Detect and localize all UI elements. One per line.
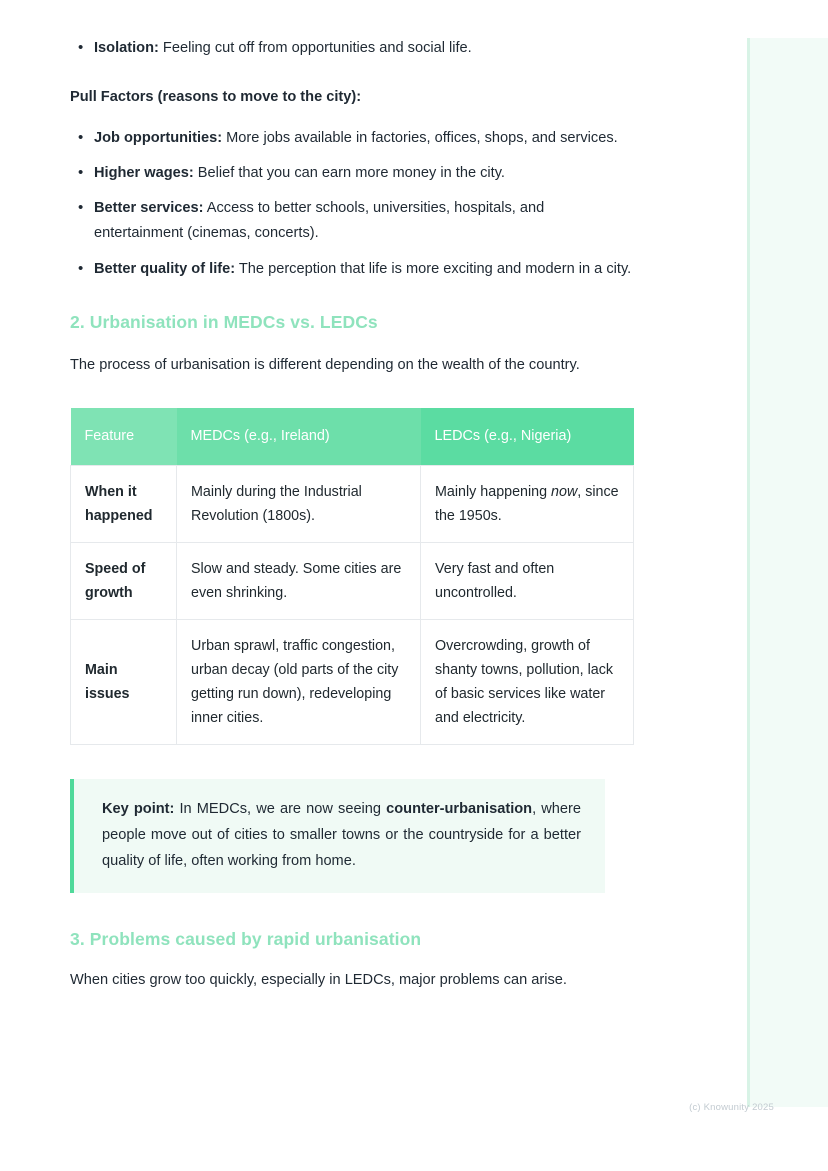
key-point-text-after: , where people move out of cities to smaller towns or the countryside for a better quality of life, often working from home. — [102, 800, 581, 869]
table-cell-feature: Speed of growth — [71, 542, 177, 619]
section-heading-2: 2. Urbanisation in MEDCs vs. LEDCs — [70, 311, 378, 332]
table-cell-ledc: Overcrowding, growth of shanty towns, pollution, lack of basic services like water and electricity. — [421, 619, 634, 744]
table-cell-feature: When it happened — [71, 465, 177, 542]
document-content — [70, 36, 634, 993]
table-cell-ledc — [421, 465, 634, 542]
list-item-lead: Job opportunities: — [94, 130, 223, 147]
list-item — [70, 196, 634, 246]
list-item — [70, 36, 634, 61]
list-item-text: More jobs available in factories, offices, shops, and services. — [222, 130, 618, 147]
list-item-lead: Isolation: — [94, 40, 159, 56]
key-point-text-before: In MEDCs, we are now seeing — [174, 800, 387, 817]
copyright-notice: (c) Knowunity 2025 — [689, 1102, 774, 1113]
table-row — [71, 465, 634, 542]
push-factors-list — [70, 36, 634, 61]
table-header-cell: LEDCs (e.g., Nigeria) — [421, 408, 634, 465]
list-item-text: Feeling cut off from opportunities and social life. — [158, 40, 472, 56]
list-item-lead: Better quality of life: — [94, 260, 236, 277]
table-row — [71, 619, 634, 744]
table-header-row — [71, 408, 634, 465]
ledc-text-post: , since the 1950s. — [435, 483, 619, 524]
list-item-text: Belief that you can earn more money in the city. — [193, 165, 505, 182]
key-point-emphasis: counter-urbanisation — [386, 800, 533, 817]
ledc-text-emphasis: now — [551, 483, 578, 500]
list-item-lead: Higher wages: — [94, 165, 194, 182]
list-item — [70, 161, 634, 186]
ledc-text-pre: Mainly happening — [435, 483, 552, 500]
table-cell-medc: Urban sprawl, traffic congestion, urban decay (old parts of the city getting run down), redeveloping inner cities. — [177, 619, 421, 744]
key-point-callout — [70, 779, 605, 893]
section3-intro: When cities grow too quickly, especially in LEDCs, major problems can arise. — [70, 971, 567, 988]
table-header-cell: MEDCs (e.g., Ireland) — [177, 408, 421, 465]
page-side-band-accent — [747, 38, 750, 1107]
table-cell-medc: Slow and steady. Some cities are even shrinking. — [177, 542, 421, 619]
table-cell-feature: Main issues — [71, 619, 177, 744]
page-side-band — [750, 38, 828, 1107]
pull-factors-title-text: Pull Factors (reasons to move to the city): — [70, 89, 362, 106]
pull-factors-list — [70, 126, 634, 281]
list-item — [70, 257, 634, 282]
table-cell-ledc: Very fast and often uncontrolled. — [421, 542, 634, 619]
list-item-text: Access to better schools, universities, hospitals, and entertainment (cinemas, concerts). — [94, 200, 545, 242]
table-row — [71, 542, 634, 619]
section2-intro: The process of urbanisation is different depending on the wealth of the country. — [70, 356, 580, 373]
medc-ledc-comparison-table — [70, 408, 634, 745]
key-point-text — [102, 797, 581, 875]
key-point-lead: Key point: — [102, 800, 175, 817]
list-item — [70, 126, 634, 151]
list-item-text: The perception that life is more exciting and modern in a city. — [235, 260, 632, 277]
pull-factors-title — [70, 85, 634, 110]
list-item-lead: Better services: — [94, 200, 204, 217]
table-cell-medc: Mainly during the Industrial Revolution (1800s). — [177, 465, 421, 542]
section-heading-3: 3. Problems caused by rapid urbanisation — [70, 928, 422, 949]
table-header-cell: Feature — [71, 408, 177, 465]
